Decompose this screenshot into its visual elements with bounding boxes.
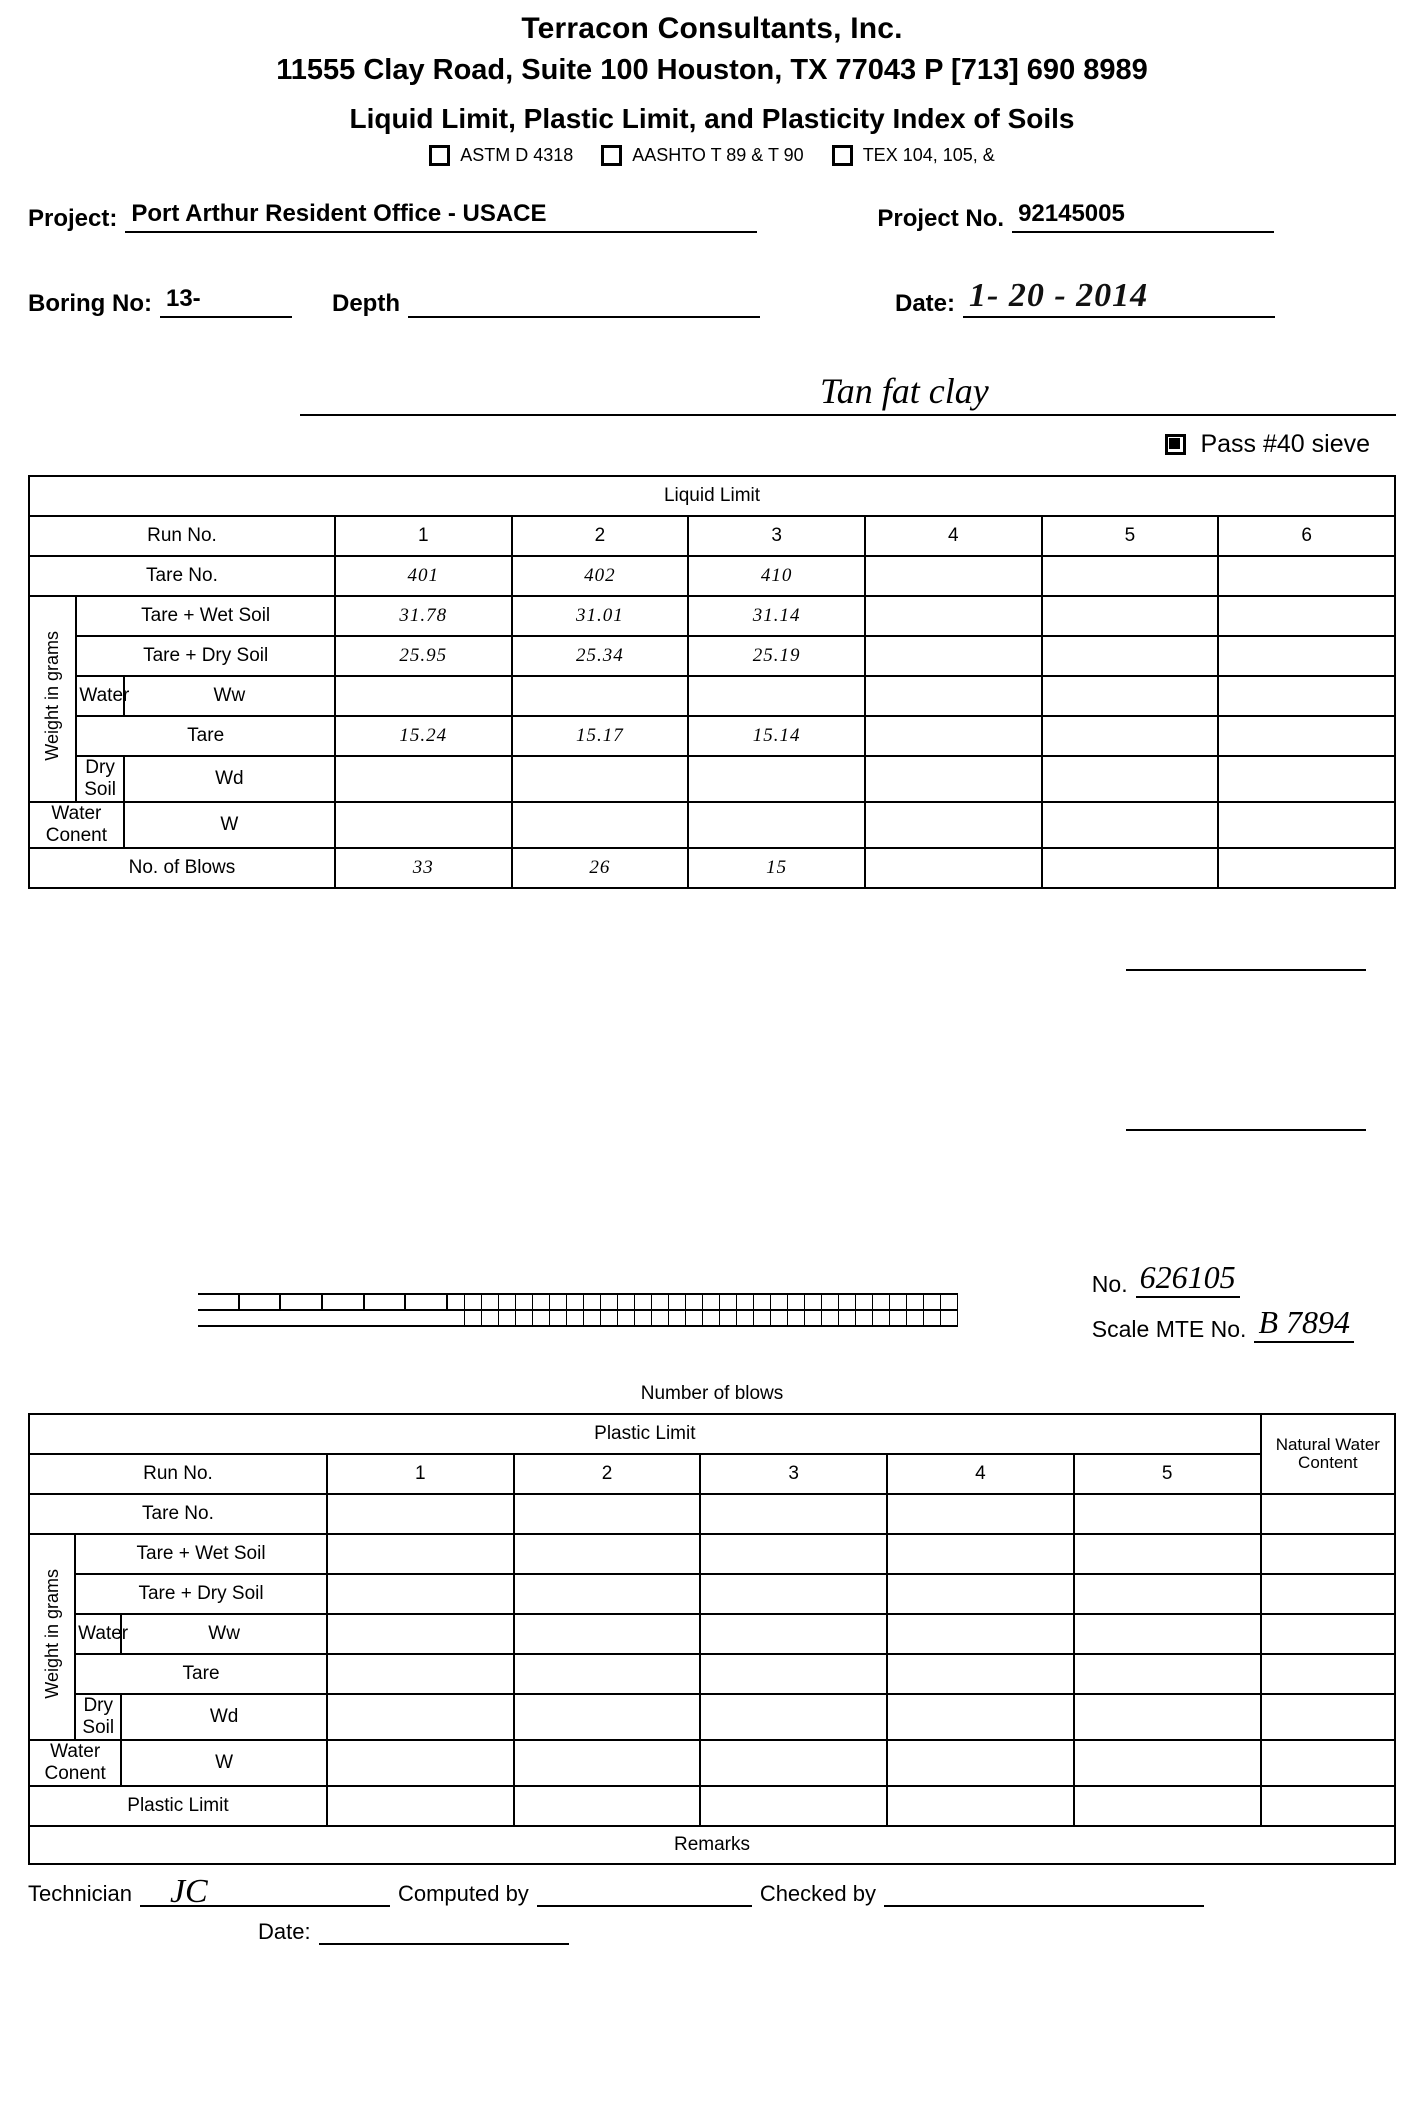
standard-tex-label: TEX 104, 105, & [862,145,995,165]
blows-label: No. of Blows [29,848,335,888]
remarks-label[interactable]: Remarks [29,1826,1395,1864]
checkbox-icon[interactable] [601,145,622,166]
ll-tare-dry-6[interactable] [1218,636,1395,676]
pl-col-1: 1 [327,1454,514,1494]
pl-dry-soil-2[interactable] [514,1694,701,1740]
table-row [29,848,1395,888]
ll-col-1: 1 [335,516,512,556]
pl-water-4[interactable] [887,1614,1074,1654]
ll-tare-dry-1[interactable]: 25.95 [335,636,512,676]
ll-tare-dry-2[interactable]: 25.34 [512,636,689,676]
footer-date-value[interactable] [319,1913,569,1945]
project-no-label: Project No. [877,205,1005,232]
dry-soil-symbol: Wd [124,756,335,802]
ll-col-5: 5 [1042,516,1219,556]
water-symbol: Ww [124,676,335,716]
pl-weight-in-grams-label: Weight in grams [29,1534,75,1740]
pl-dry-soil-5[interactable] [1074,1694,1261,1740]
pl-dry-soil-4[interactable] [887,1694,1074,1740]
ll-tare-1[interactable]: 15.24 [335,716,512,756]
pl-tare-wet-4[interactable] [887,1534,1074,1574]
ruler-ticks-fine [448,1293,958,1325]
plastic-limit-table [28,1413,1396,1865]
pl-tare-dry-1[interactable] [327,1574,514,1614]
pl-plastic-limit-label: Plastic Limit [29,1786,327,1826]
pl-tare-no-3[interactable] [700,1494,887,1534]
table-row [29,1694,1395,1740]
plastic-limit-title: Plastic Limit [29,1414,1261,1454]
pl-plastic-limit-1[interactable] [327,1786,514,1826]
date-label: Date: [894,290,955,317]
pl-plastic-limit-5[interactable] [1074,1786,1261,1826]
pl-plastic-limit-4[interactable] [887,1786,1074,1826]
ll-dry-soil-3[interactable] [688,756,865,802]
ll-water-3[interactable] [688,676,865,716]
table-row [29,1414,1395,1454]
depth-value[interactable] [408,285,760,318]
tare-wet-label: Tare + Wet Soil [76,596,335,636]
scale-area [0,1259,1424,1379]
table-row [29,1494,1395,1534]
boring-row [0,277,1424,318]
ll-tare-wet-5[interactable] [1042,596,1219,636]
pl-col-2: 2 [514,1454,701,1494]
ll-tare-3[interactable]: 15.14 [688,716,865,756]
pl-dry-soil-nwc[interactable] [1261,1694,1395,1740]
date-value[interactable]: 1- 20 - 2014 [963,277,1275,318]
flow-curve-plot-area [0,889,1424,1189]
pl-tare-no-4[interactable] [887,1494,1074,1534]
project-row [0,200,1424,233]
ll-dry-soil-5[interactable] [1042,756,1219,802]
table-row [29,1740,1395,1786]
computed-by-value[interactable] [537,1875,752,1907]
table-row [29,1826,1395,1864]
pl-plastic-limit-2[interactable] [514,1786,701,1826]
device-no-row [1092,1259,1354,1298]
footer-date-label: Date: [258,1919,311,1944]
ll-blows-2[interactable]: 26 [512,848,689,888]
depth-label: Depth [331,290,400,317]
pl-plastic-limit-3[interactable] [700,1786,887,1826]
ll-dry-soil-2[interactable] [512,756,689,802]
pl-tare-4[interactable] [887,1654,1074,1694]
ll-blows-6[interactable] [1218,848,1395,888]
pl-tare-no-nwc[interactable] [1261,1494,1395,1534]
pl-water-content-4[interactable] [887,1740,1074,1786]
pl-tare-no-5[interactable] [1074,1494,1261,1534]
standard-tex[interactable] [832,145,995,166]
table-row [29,716,1395,756]
table-row [29,676,1395,716]
ll-water-1[interactable] [335,676,512,716]
table-row [29,596,1395,636]
pl-tare-nwc[interactable] [1261,1654,1395,1694]
table-row [29,756,1395,802]
pl-tare-dry-label: Tare + Dry Soil [75,1574,327,1614]
pl-dry-soil-3[interactable] [700,1694,887,1740]
checkbox-icon[interactable] [429,145,450,166]
pl-tare-dry-nwc[interactable] [1261,1574,1395,1614]
ll-tare-no-4[interactable] [865,556,1042,596]
table-row [29,556,1395,596]
ll-dry-soil-6[interactable] [1218,756,1395,802]
ll-tare-dry-4[interactable] [865,636,1042,676]
table-row [29,802,1395,848]
tare-label: Tare [76,716,335,756]
run-no-label: Run No. [29,516,335,556]
project-label: Project: [28,205,118,232]
plot-line-lower [1126,1129,1366,1131]
checked-by-label: Checked by [759,1881,876,1906]
ll-tare-no-1[interactable]: 401 [335,556,512,596]
natural-water-content-header: Natural Water Content [1261,1414,1395,1494]
standard-astm-label: ASTM D 4318 [460,145,574,165]
technician-value: JC [169,1873,208,1910]
ll-col-6: 6 [1218,516,1395,556]
ll-tare-4[interactable] [865,716,1042,756]
pl-col-5: 5 [1074,1454,1261,1494]
pl-water-content-3[interactable] [700,1740,887,1786]
standard-aashto-label: AASHTO T 89 & T 90 [632,145,804,165]
pl-water-5[interactable] [1074,1614,1261,1654]
pl-dry-soil-symbol: Wd [121,1694,327,1740]
plot-line-upper [1126,969,1366,971]
pl-tare-no-1[interactable] [327,1494,514,1534]
ll-water-content-2[interactable] [512,802,689,848]
ll-col-2: 2 [512,516,689,556]
number-of-blows-caption: Number of blows [640,1383,784,1404]
table-row [29,1574,1395,1614]
table-row [29,1654,1395,1694]
scale-mte-label: Scale MTE No. [1091,1316,1247,1342]
checkbox-checked-icon[interactable] [1165,434,1186,455]
liquid-limit-table [28,475,1396,889]
ll-tare-no-6[interactable] [1218,556,1395,596]
pl-tare-dry-4[interactable] [887,1574,1074,1614]
ll-tare-dry-3[interactable]: 25.19 [688,636,865,676]
technician-value-line[interactable] [140,1873,390,1910]
ll-blows-4[interactable] [865,848,1042,888]
ll-water-content-1[interactable] [335,802,512,848]
pl-water-content-1[interactable] [327,1740,514,1786]
pl-tare-dry-2[interactable] [514,1574,701,1614]
pl-tare-no-label: Tare No. [29,1494,327,1534]
water-content-label: Water Conent [29,802,124,848]
ll-blows-5[interactable] [1042,848,1219,888]
scale-mte-value[interactable]: B 7894 [1254,1304,1354,1343]
technician-label: Technician [28,1881,132,1906]
standards-row [0,145,1424,166]
pl-water-3[interactable] [700,1614,887,1654]
table-row [29,1614,1395,1654]
water-content-symbol: W [124,802,335,848]
ll-tare-dry-5[interactable] [1042,636,1219,676]
pl-tare-wet-1[interactable] [327,1534,514,1574]
device-no-value[interactable]: 626105 [1136,1259,1240,1298]
project-value[interactable]: Port Arthur Resident Office - USACE [125,200,757,233]
water-label: Water [76,676,123,716]
pl-plastic-limit-nwc[interactable] [1261,1786,1395,1826]
standard-astm[interactable] [429,145,573,166]
pl-tare-3[interactable] [700,1654,887,1694]
tare-dry-label: Tare + Dry Soil [76,636,335,676]
pl-col-3: 3 [700,1454,887,1494]
ll-tare-wet-6[interactable] [1218,596,1395,636]
pass-sieve-row[interactable] [0,430,1424,459]
standard-aashto[interactable] [601,145,803,166]
ll-dry-soil-4[interactable] [865,756,1042,802]
ll-col-3: 3 [688,516,865,556]
ll-tare-wet-3[interactable]: 31.14 [688,596,865,636]
ll-tare-no-3[interactable]: 410 [688,556,865,596]
pl-col-4: 4 [887,1454,1074,1494]
ll-water-content-3[interactable] [688,802,865,848]
device-no-label: No. [1091,1271,1128,1297]
table-row [29,1454,1395,1494]
pl-tare-label: Tare [75,1654,327,1694]
pl-tare-wet-label: Tare + Wet Soil [75,1534,327,1574]
pl-tare-1[interactable] [327,1654,514,1694]
company-name: Terracon Consultants, Inc. [521,12,903,45]
ll-water-content-4[interactable] [865,802,1042,848]
ll-water-content-5[interactable] [1042,802,1219,848]
ll-water-content-6[interactable] [1218,802,1395,848]
pl-water-content-2[interactable] [514,1740,701,1786]
date-footer-row [0,1913,1424,1945]
ll-col-4: 4 [865,516,1042,556]
table-row [29,516,1395,556]
form-page [0,12,1424,2120]
ll-water-4[interactable] [865,676,1042,716]
pl-water-1[interactable] [327,1614,514,1654]
pl-tare-wet-nwc[interactable] [1261,1534,1395,1574]
signature-row [0,1873,1424,1910]
pl-tare-wet-5[interactable] [1074,1534,1261,1574]
ll-tare-5[interactable] [1042,716,1219,756]
pl-dry-soil-1[interactable] [327,1694,514,1740]
ll-tare-2[interactable]: 15.17 [512,716,689,756]
ll-tare-wet-2[interactable]: 31.01 [512,596,689,636]
pl-tare-wet-3[interactable] [700,1534,887,1574]
dry-soil-label: Dry Soil [76,756,123,802]
pl-water-content-5[interactable] [1074,1740,1261,1786]
pl-tare-dry-3[interactable] [700,1574,887,1614]
pl-run-no-label: Run No. [29,1454,327,1494]
checked-by-value-line[interactable] [884,1875,1204,1907]
pass-sieve-label: Pass #40 sieve [1200,430,1370,458]
pl-tare-dry-5[interactable] [1074,1574,1261,1614]
pl-water-content-symbol: W [121,1740,327,1786]
ll-tare-no-2[interactable]: 402 [512,556,689,596]
company-address: 11555 Clay Road, Suite 100 Houston, TX 77043 P [713] 690 8989 [276,54,1148,86]
table-row [29,1786,1395,1826]
ll-water-2[interactable] [512,676,689,716]
pl-tare-5[interactable] [1074,1654,1261,1694]
tare-no-label: Tare No. [29,556,335,596]
computed-by-label: Computed by [397,1881,529,1906]
pl-water-content-nwc[interactable] [1261,1740,1395,1786]
boring-label: Boring No: [28,290,152,317]
pl-tare-2[interactable] [514,1654,701,1694]
ruler-ticks-coarse [198,1293,448,1309]
ll-blows-3[interactable]: 15 [688,848,865,888]
pl-water-label: Water [75,1614,121,1654]
weight-in-grams-label: Weight in grams [29,596,76,802]
ll-tare-wet-4[interactable] [865,596,1042,636]
equipment-numbers [1092,1259,1354,1349]
ll-water-5[interactable] [1042,676,1219,716]
pl-water-content-label: Water Conent [29,1740,121,1786]
pl-water-2[interactable] [514,1614,701,1654]
boring-value[interactable]: 13- [160,285,292,318]
sample-description-row [0,362,1424,416]
ll-dry-soil-1[interactable] [335,756,512,802]
ll-tare-6[interactable] [1218,716,1395,756]
ll-water-6[interactable] [1218,676,1395,716]
table-row [29,636,1395,676]
project-no-value[interactable]: 92145005 [1012,200,1274,233]
ll-tare-no-5[interactable] [1042,556,1219,596]
sample-description-value: Tan fat clay [820,371,989,411]
pl-tare-no-2[interactable] [514,1494,701,1534]
pl-water-symbol: Ww [121,1614,327,1654]
checkbox-icon[interactable] [832,145,853,166]
pl-dry-soil-label: Dry Soil [75,1694,121,1740]
blows-scale-ruler [198,1293,958,1327]
scale-mte-row [1092,1304,1354,1343]
ll-blows-1[interactable]: 33 [335,848,512,888]
pl-tare-wet-2[interactable] [514,1534,701,1574]
ll-tare-wet-1[interactable]: 31.78 [335,596,512,636]
pl-water-nwc[interactable] [1261,1614,1395,1654]
table-row [29,476,1395,516]
liquid-limit-title: Liquid Limit [29,476,1395,516]
table-row [29,1534,1395,1574]
form-title: Liquid Limit, Plastic Limit, and Plasticity Index of Soils [349,103,1075,134]
